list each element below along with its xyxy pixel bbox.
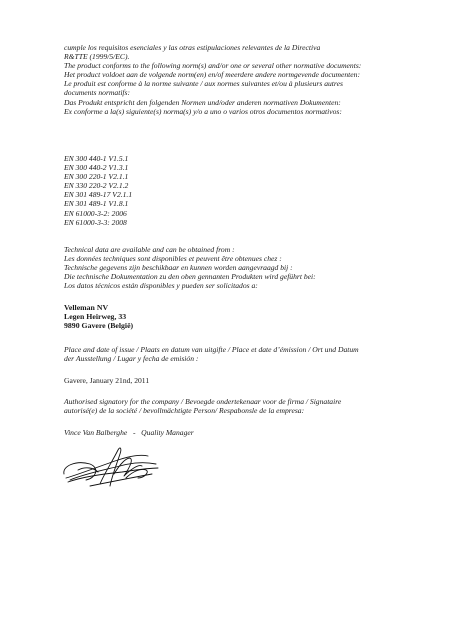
standard-item: EN 301 489-1 V1.8.1 [64, 199, 129, 209]
conformity-statement [64, 43, 420, 116]
conformity-line: cumple los requisitos esenciales y las otras estipulaciones relevantes de la Directiva [64, 43, 321, 52]
technical-data-notice [64, 245, 420, 290]
place-date-line: Place and date of issue / Plaats en datum van uitgifte / Place et date d’émission / Ort und Datum [64, 345, 359, 354]
standard-item: EN 300 440-1 V1.5.1 [64, 154, 129, 163]
standard-item: EN 330 220-2 V2.1.2 [64, 181, 129, 191]
conformity-line: Het product voldoet aan de volgende norm(en) en/of meerdere andere normgevende documenten: [64, 70, 360, 80]
standard-item: EN 301 489-17 V2.1.1 [64, 190, 133, 200]
conformity-line: The product conforms to the following norm(s) and/or one or several other normative documents: [64, 61, 362, 71]
signatory-line: Authorised signatory for the company / Bevoegde ondertekenaar voor de firma / Signataire [64, 397, 342, 406]
conformity-line: Ex conforme a la(s) siguiente(s) norma(s) y/o a uno o varios otros documentos normativos: [64, 106, 342, 116]
technical-line: Les données techniques sont disponibles et peuvent être obtenues chez : [64, 254, 282, 264]
conformity-line: Das Produkt entspricht den folgenden Normen und/oder anderen normativen Dokumenten: [64, 97, 341, 107]
signatory-label [64, 397, 420, 415]
company-street: Legen Heirweg, 33 [64, 312, 127, 322]
issue-date: Gavere, January 21nd, 2011 [64, 376, 150, 385]
standard-item: EN 300 220-1 V2.1.1 [64, 172, 129, 182]
standard-item: EN 61000-3-3: 2008 [64, 217, 127, 227]
company-address [64, 303, 420, 331]
standards-list [64, 154, 420, 227]
conformity-line: Le produit est conforme à la norme suivante / aux normes suivantes et/ou à plusieurs autres [64, 79, 343, 89]
signatory-name [64, 428, 420, 437]
signatory-name-line: Vince Van Balberghe - Quality Manager [64, 428, 194, 437]
technical-line: Technische gegevens zijn beschikbaar en kunnen worden aangevraagd bij : [64, 263, 293, 273]
conformity-line: documents normatifs: [64, 88, 131, 98]
place-date-line: der Ausstellung / Lugar y fecha de emisión : [64, 354, 199, 364]
technical-line: Los datos técnicos están disponibles y pueden ser solicitados a: [64, 281, 258, 291]
place-date-value [64, 376, 420, 385]
technical-line: Technical data are available and can be obtained from : [64, 245, 235, 254]
standard-item: EN 61000-3-2: 2006 [64, 208, 127, 218]
signatory-line: autorisé(e) de la société / bevollmächtigte Person/ Respabonsle de la empresa: [64, 406, 305, 416]
company-name: Velleman NV [64, 303, 109, 312]
standard-item: EN 300 440-2 V1.3.1 [64, 163, 129, 173]
company-city: 9890 Gavere (België) [64, 321, 134, 331]
place-date-label [64, 345, 420, 363]
technical-line: Die technische Dokumentation zu den oben gennanten Produkten wird geführt bei: [64, 272, 316, 282]
conformity-line: R&TTE (1999/5/EC). [64, 52, 130, 62]
handwritten-signature [60, 444, 180, 490]
